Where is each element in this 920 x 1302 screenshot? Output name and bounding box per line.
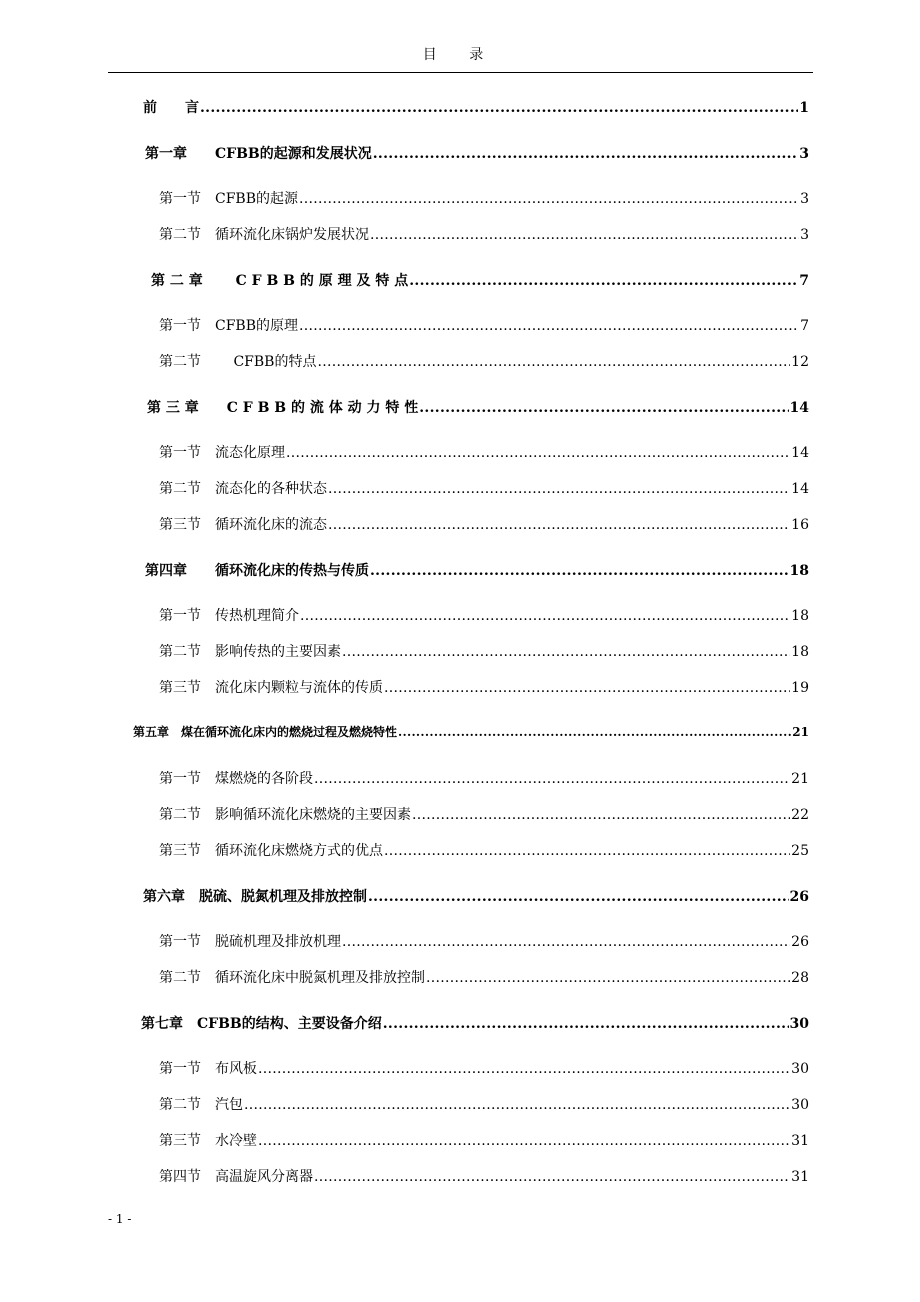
toc-entry-title: 第二节 汽包 <box>159 1097 243 1113</box>
toc-entry-title: 前 言 <box>143 100 199 116</box>
toc-section-entry[interactable] <box>0 1058 920 1080</box>
dot-leader <box>317 354 790 370</box>
toc-page-number: 18 <box>791 608 809 624</box>
dot-leader <box>384 843 790 859</box>
toc-section-entry[interactable] <box>0 967 920 989</box>
toc-section-entry[interactable] <box>0 188 920 210</box>
dot-leader <box>328 517 790 533</box>
dot-leader <box>426 970 790 986</box>
dot-leader <box>300 608 790 624</box>
toc-page-number: 7 <box>799 273 809 289</box>
toc-section-entry[interactable] <box>0 605 920 627</box>
toc-page-number: 18 <box>789 563 809 579</box>
toc-page-number: 3 <box>800 191 809 207</box>
toc-section-entry[interactable] <box>0 931 920 953</box>
toc-chapter-entry[interactable] <box>0 97 920 119</box>
toc-page-number: 3 <box>799 146 809 162</box>
dot-leader <box>299 191 799 207</box>
toc-entry-title: 第二节 流态化的各种状态 <box>159 481 327 497</box>
toc-page-number: 26 <box>791 934 809 950</box>
dot-leader <box>384 680 790 696</box>
toc-section-entry[interactable] <box>0 641 920 663</box>
toc-entry-title: 第四章 循环流化床的传热与传质 <box>145 563 369 579</box>
toc-entry-title: 第三节 循环流化床的流态 <box>159 517 327 533</box>
dot-leader <box>419 400 788 416</box>
toc-page-number: 30 <box>789 1016 809 1032</box>
toc-entry-title: 第一节 CFBB的原理 <box>159 318 299 334</box>
toc-section-entry[interactable] <box>0 442 920 464</box>
toc-entry-title: 第三节 水冷壁 <box>159 1133 257 1149</box>
toc-page-number: 14 <box>791 481 809 497</box>
toc-entry-title: 第一节 CFBB的起源 <box>159 191 299 207</box>
dot-leader <box>314 771 790 787</box>
toc-page-number: 7 <box>800 318 809 334</box>
toc-page-number: 16 <box>791 517 809 533</box>
dot-leader <box>314 1169 790 1185</box>
toc-chapter-entry[interactable] <box>0 270 920 292</box>
toc-section-entry[interactable] <box>0 478 920 500</box>
toc-page-number: 21 <box>792 725 809 739</box>
dot-leader <box>370 227 799 243</box>
toc-entry-title: 第四节 高温旋风分离器 <box>159 1169 313 1185</box>
toc-page-number: 30 <box>791 1097 809 1113</box>
toc-page-number: 19 <box>791 680 809 696</box>
toc-section-entry[interactable] <box>0 1094 920 1116</box>
toc-chapter-entry[interactable] <box>0 723 920 745</box>
toc-section-entry[interactable] <box>0 315 920 337</box>
dot-leader <box>368 889 789 905</box>
toc-page-number: 22 <box>791 807 809 823</box>
toc-entry-title: 第二节 影响循环流化床燃烧的主要因素 <box>159 807 411 823</box>
dot-leader <box>398 725 791 739</box>
dot-leader <box>244 1097 790 1113</box>
toc-entry-title: 第一节 脱硫机理及排放机理 <box>159 934 341 950</box>
toc-entry-title: 第三节 流化床内颗粒与流体的传质 <box>159 680 383 696</box>
dot-leader <box>409 273 798 289</box>
toc-page-number: 25 <box>791 843 809 859</box>
toc-chapter-entry[interactable] <box>0 560 920 582</box>
toc-page-number: 14 <box>791 445 809 461</box>
toc-section-entry[interactable] <box>0 1130 920 1152</box>
page-header-title: 目 录 <box>422 47 498 63</box>
toc-page-number: 26 <box>789 889 809 905</box>
toc-section-entry[interactable] <box>0 1166 920 1188</box>
toc-entry-title: 第六章 脱硫、脱氮机理及排放控制 <box>143 889 367 905</box>
toc-entry-title: 第 二 章 C F B B 的 原 理 及 特 点 <box>151 273 409 289</box>
toc-page-number: 1 <box>799 100 809 116</box>
toc-page-number: 30 <box>791 1061 809 1077</box>
dot-leader <box>342 934 790 950</box>
toc-section-entry[interactable] <box>0 224 920 246</box>
toc-page-number: 3 <box>800 227 809 243</box>
toc-section-entry[interactable] <box>0 840 920 862</box>
dot-leader <box>328 481 790 497</box>
toc-entry-title: 第七章 CFBB的结构、主要设备介绍 <box>141 1016 382 1032</box>
toc-section-entry[interactable] <box>0 677 920 699</box>
dot-leader <box>200 100 798 116</box>
toc-section-entry[interactable] <box>0 514 920 536</box>
dot-leader <box>258 1061 790 1077</box>
toc-page-number: 21 <box>791 771 809 787</box>
dot-leader <box>370 563 789 579</box>
toc-chapter-entry[interactable] <box>0 143 920 165</box>
toc-page-number: 12 <box>791 354 809 370</box>
dot-leader <box>342 644 790 660</box>
dot-leader <box>258 1133 790 1149</box>
toc-entry-title: 第一章 CFBB的起源和发展状况 <box>145 146 372 162</box>
dot-leader <box>286 445 790 461</box>
header-divider <box>108 72 813 73</box>
dot-leader <box>383 1016 789 1032</box>
toc-page-number: 28 <box>791 970 809 986</box>
toc-section-entry[interactable] <box>0 804 920 826</box>
toc-section-entry[interactable] <box>0 351 920 373</box>
toc-page-number: 14 <box>789 400 809 416</box>
toc-entry-title: 第三节 循环流化床燃烧方式的优点 <box>159 843 383 859</box>
toc-chapter-entry[interactable] <box>0 397 920 419</box>
toc-page-number: 31 <box>791 1169 809 1185</box>
toc-entry-title: 第五章 煤在循环流化床内的燃烧过程及燃烧特性 <box>133 725 398 739</box>
toc-chapter-entry[interactable] <box>0 1013 920 1035</box>
dot-leader <box>412 807 790 823</box>
toc-page-number: 18 <box>791 644 809 660</box>
page-number-footer: - 1 - <box>108 1212 132 1226</box>
dot-leader <box>299 318 799 334</box>
toc-entry-title: 第二节 影响传热的主要因素 <box>159 644 341 660</box>
dot-leader <box>373 146 799 162</box>
toc-entry-title: 第一节 传热机理简介 <box>159 608 299 624</box>
toc-entry-title: 第一节 煤燃烧的各阶段 <box>159 771 313 787</box>
toc-entry-title: 第二节 循环流化床中脱氮机理及排放控制 <box>159 970 425 986</box>
toc-entry-title: 第一节 布风板 <box>159 1061 257 1077</box>
toc-entry-title: 第二节 循环流化床锅炉发展状况 <box>159 227 369 243</box>
toc-section-entry[interactable] <box>0 768 920 790</box>
toc-chapter-entry[interactable] <box>0 886 920 908</box>
toc-entry-title: 第二节 CFBB的特点 <box>159 354 317 370</box>
toc-page-number: 31 <box>791 1133 809 1149</box>
toc-entry-title: 第 三 章 C F B B 的 流 体 动 力 特 性 <box>147 400 419 416</box>
toc-entry-title: 第一节 流态化原理 <box>159 445 285 461</box>
